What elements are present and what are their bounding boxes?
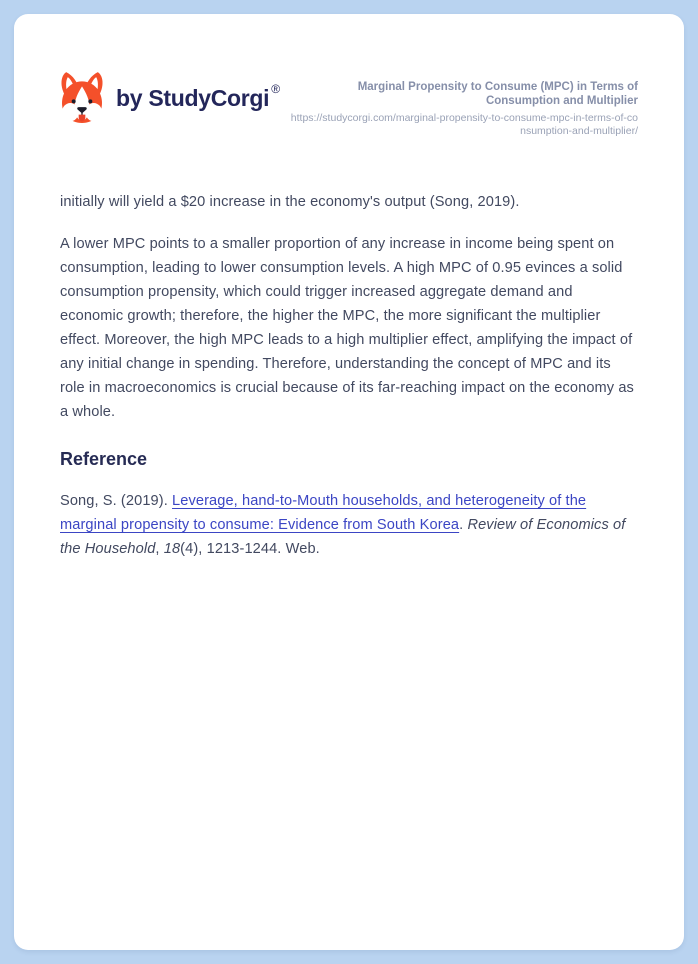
reference-after-link: . [459, 517, 468, 533]
reference-pages: (4), 1213-1244. Web. [180, 541, 320, 557]
corgi-logo-icon [57, 70, 107, 126]
reference-author: Song, S. (2019). [60, 493, 173, 509]
reference-entry [60, 489, 638, 561]
document-title: Marginal Propensity to Consume (MPC) in Terms of Consumption and Multiplier [357, 81, 638, 107]
document-meta [290, 70, 638, 138]
document-card [14, 14, 684, 950]
article-body [60, 190, 638, 561]
document-url: https://studycorgi.com/marginal-propensity-to-consume-mpc-in-terms-of-consumption-and-multiplier/ [290, 112, 638, 137]
reference-volume: 18 [163, 541, 181, 557]
header [60, 14, 638, 138]
reference-link[interactable]: Leverage, hand-to-Mouth households, and heterogeneity of the marginal propensity to consume: Evidence from South Korea [60, 493, 587, 533]
reference-heading: Reference [60, 449, 148, 469]
registered-mark: ® [271, 82, 281, 96]
brand-name: by StudyCorgi [116, 84, 270, 111]
reference-separator: , [155, 541, 164, 557]
paragraph-mpc-analysis: A lower MPC points to a smaller proportion of any increase in income being spent on consumption, leading to lower consumption levels. A high MPC of 0.95 evinces a solid consumption propensity, which could trigger increased aggregate demand and economic growth; therefore, the higher the MPC, the more significant the multiplier effect. Moreover, the high MPC leads to a high multiplier effect, amplifying the impact of any initial change in spending. Therefore, understanding the concept of MPC and its role in macroeconomics is crucial because of its far-reaching impact on the economy as a whole. [60, 236, 634, 420]
brand [57, 70, 280, 126]
reference-journal: Review of Economics of the Household [60, 517, 626, 557]
paragraph-continuation: initially will yield a $20 increase in the economy's output (Song, 2019). [60, 194, 520, 210]
